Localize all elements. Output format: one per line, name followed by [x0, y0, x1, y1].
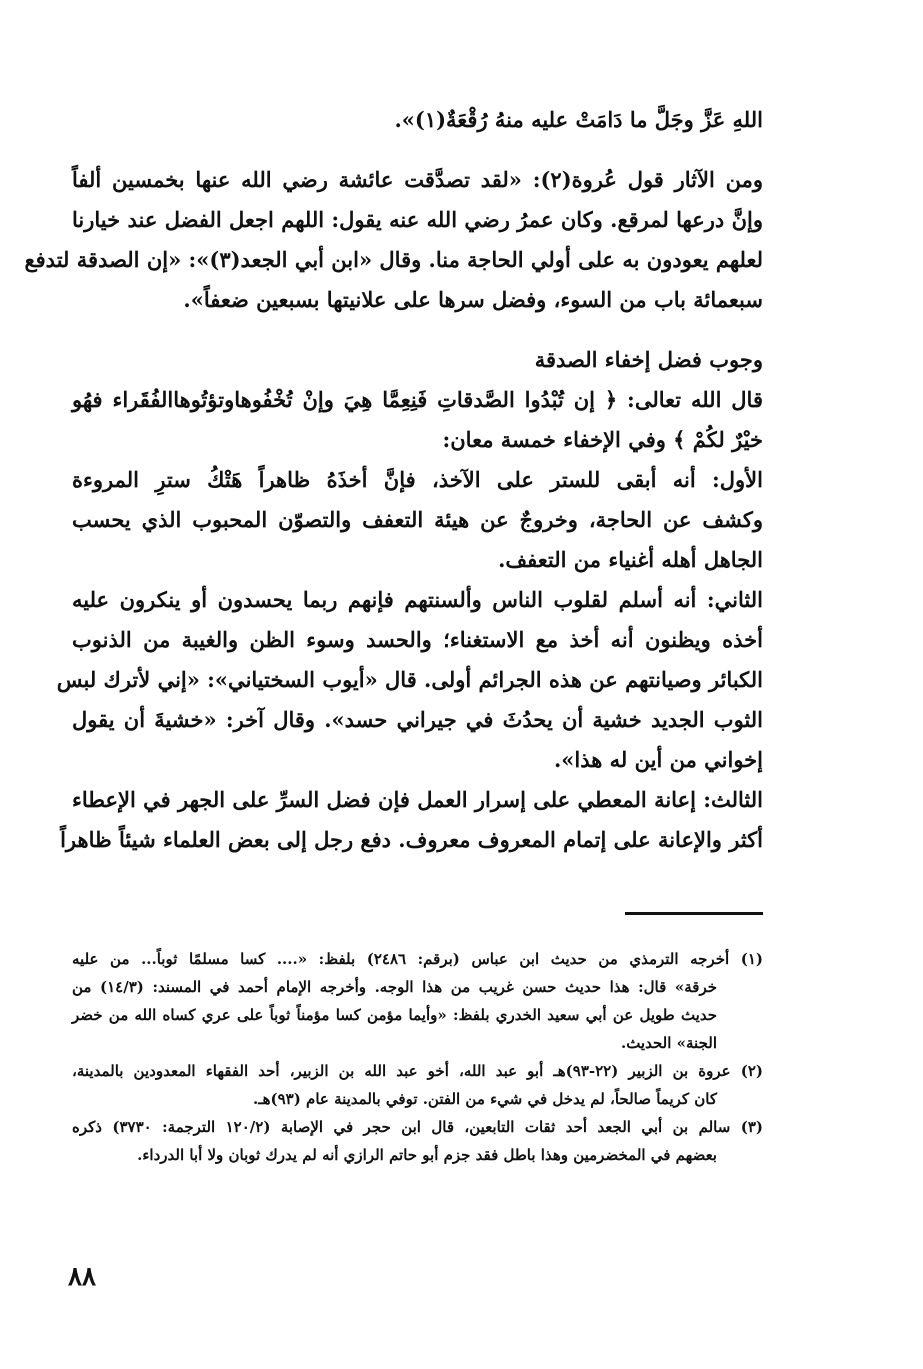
text-line: الثوب الجديد خشية أن يحدُثَ في جيراني حسد». وقال آخر: «خشيةَ أن يقول — [72, 707, 763, 732]
footnote-line: (٢) عروة بن الزبير (٢٢-٩٣)هـ أبو عبد الله، أخو عبد الله بن الزبير، أحد الفقهاء المعدودين بالمدينة، — [72, 1062, 763, 1080]
text-line: اللهِ عَزَّ وجَلَّ ما دَامَتْ عليه منهُ رُقْعَةٌ(١)». — [394, 107, 763, 132]
main-text — [24, 100, 763, 860]
footnote-line: الجنة» الحديث. — [620, 1034, 717, 1052]
page — [24, 0, 764, 1369]
footnotes — [72, 912, 763, 1169]
text-line: الثاني: أنه أسلم لقلوب الناس وألسنتهم فإنهم ربما يحسدون أو ينكرون عليه — [72, 587, 763, 612]
text-line: الجاهل أهله أغنياء من التعفف. — [498, 547, 763, 572]
text-line: الكبائر وصيانتهم عن هذه الجرائم أولى. قال «أيوب السختياني»: «إني لأترك لبس — [56, 667, 763, 692]
footnote-line: حديث طويل عن أبي سعيد الخدري بلفظ: «وأيما مؤمن كسا مؤمناً ثوباً على عري كساه الله من خضر — [72, 1006, 717, 1024]
text-line: سبعمائة باب من السوء، وفضل سرها على علانيتها بسبعين ضعفاً». — [183, 287, 763, 312]
footnote-line: كان كريماً صالحاً، لم يدخل في شيء من الفتن. توفي بالمدينة عام (٩٣)هـ. — [252, 1090, 717, 1108]
text-line: أكثر والإعانة على إتمام المعروف معروف. دفع رجل إلى بعض العلماء شيئاً ظاهراً — [60, 827, 763, 852]
text-line: إخواني من أين له هذا». — [553, 747, 763, 772]
text-line: الثالث: إعانة المعطي على إسرار العمل فإن فضل السرِّ على الجهر في الإعطاء — [72, 787, 763, 812]
text-line: وإنَّ درعها لمرقع. وكان عمرُ رضي الله عنه يقول: اللهم اجعل الفضل عند خيارنا — [72, 207, 763, 232]
footnote-line: (٣) سالم بن أبي الجعد أحد ثقات التابعين، قال ابن حجر في الإصابة (١٢٠/٢ الترجمة: ٣٧٣٠) ذكره — [72, 1118, 764, 1136]
text-line: لعلهم يعودون به على أولي الحاجة منا. وقال «ابن أبي الجعد(٣)»: «إن الصدقة لتدفع — [24, 247, 763, 272]
section-heading: وجوب فضل إخفاء الصدقة — [534, 347, 763, 372]
text-line: خيْرٌ لكُمْ ﴾ وفي الإخفاء خمسة معان: — [442, 427, 763, 452]
footnote-line: خرقة» قال: هذا حديث حسن غريب من هذا الوجه. وأخرجه الإمام أحمد في المسند: (١٤/٣) من — [72, 978, 717, 996]
footnote-divider — [625, 912, 763, 915]
text-line: ومن الآثار قول عُروة(٢): «لقد تصدَّقت عائشة رضي الله عنها بخمسين ألفاً — [72, 167, 763, 192]
footnote-line: (١) أخرجه الترمذي من حديث ابن عباس (برقم: ٢٤٨٦) بلفظ: «.... كسا مسلمًا ثوباً... من عليه — [72, 950, 763, 968]
text-line: قال الله تعالى: ﴿ إن تُبْدُوا الصَّدقاتِ فَنِعِمَّا هِيَ وإنْ تُخْفُوهاوتؤتُوهاالفُقَراء فهُو — [72, 387, 763, 412]
text-line: الأول: أنه أبقى للستر على الآخذ، فإنَّ أخذَهُ ظاهراً هَتْكُ سترِ المروءة — [72, 467, 763, 492]
footnote-line: بعضهم في المخضرمين وهذا باطل فقد جزم أبو حاتم الرازي أنه لم يدرك ثوبان ولا أبا الدرداء. — [137, 1146, 717, 1164]
text-line: وكشف عن الحاجة، وخروجٌ عن هيئة التعفف والتصوّن المحبوب الذي يحسب — [72, 507, 763, 532]
page-number: ٨٨ — [68, 1262, 96, 1292]
text-line: أخذه ويظنون أنه أخذ مع الاستغناء؛ والحسد وسوء الظن والغيبة من الذنوب — [72, 627, 763, 652]
